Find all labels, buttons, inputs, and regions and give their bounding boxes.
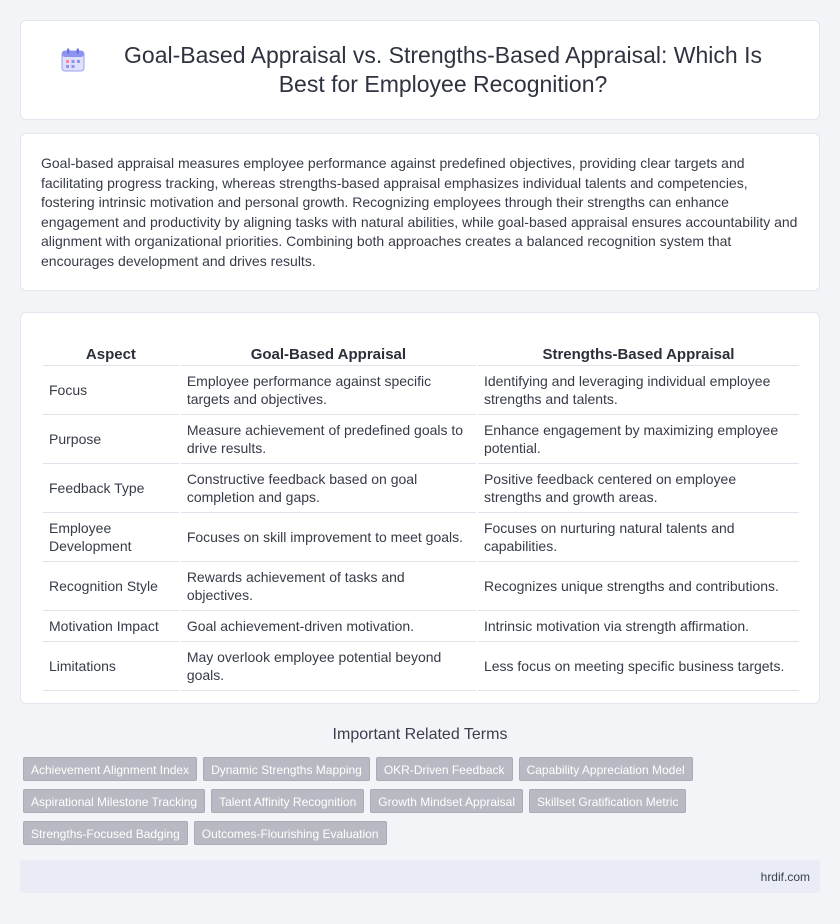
header-goal-based: Goal-Based Appraisal [181,333,476,366]
row-strengths-based: Identifying and leveraging individual employee strengths and talents. [478,366,799,415]
row-aspect: Recognition Style [43,562,179,611]
row-goal-based: Measure achievement of predefined goals to drive results. [181,415,476,464]
row-goal-based: Constructive feedback based on goal completion and gaps. [181,464,476,513]
row-goal-based: May overlook employee potential beyond goals. [181,642,476,691]
row-strengths-based: Intrinsic motivation via strength affirmation. [478,611,799,642]
row-goal-based: Rewards achievement of tasks and objectives. [181,562,476,611]
table-row [43,611,799,642]
comparison-table [41,333,801,691]
row-goal-based: Focuses on skill improvement to meet goals. [181,513,476,562]
related-term-tag[interactable]: Skillset Gratification Metric [529,789,686,813]
related-terms-list [23,757,723,845]
table-header-row [43,333,799,366]
row-aspect: Limitations [43,642,179,691]
related-term-tag[interactable]: Growth Mindset Appraisal [370,789,523,813]
page-title: Goal-Based Appraisal vs. Strengths-Based Appraisal: Which Is Best for Employee Recognition? [124,42,762,97]
header-aspect: Aspect [43,333,179,366]
header-strengths-based: Strengths-Based Appraisal [478,333,799,366]
row-strengths-based: Enhance engagement by maximizing employee potential. [478,415,799,464]
related-term-tag[interactable]: Aspirational Milestone Tracking [23,789,205,813]
title-wrap [60,41,780,99]
row-aspect: Employee Development [43,513,179,562]
related-term-tag[interactable]: Capability Appreciation Model [519,757,693,781]
footer [20,860,820,893]
row-strengths-based: Focuses on nurturing natural talents and capabilities. [478,513,799,562]
intro-card [20,133,820,291]
row-aspect: Focus [43,366,179,415]
related-term-tag[interactable]: Dynamic Strengths Mapping [203,757,370,781]
calendar-icon [60,47,86,73]
table-row [43,464,799,513]
row-strengths-based: Positive feedback centered on employee strengths and growth areas. [478,464,799,513]
row-strengths-based: Recognizes unique strengths and contributions. [478,562,799,611]
row-aspect: Motivation Impact [43,611,179,642]
row-goal-based: Goal achievement-driven motivation. [181,611,476,642]
row-strengths-based: Less focus on meeting specific business targets. [478,642,799,691]
table-row [43,366,799,415]
related-term-tag[interactable]: Talent Affinity Recognition [211,789,364,813]
table-row [43,642,799,691]
comparison-table-card [20,312,820,704]
intro-paragraph: Goal-based appraisal measures employee performance against predefined objectives, providing clear targets and facilitating progress tracking, whereas strengths-based appraisal emphasizes individual talents and competencies, fostering intrinsic motivation and personal growth. Recognizing employees through their strengths can enhance engagement and productivity by aligning tasks with natural abilities, while goal-based appraisal ensures accountability and alignment with organizational priorities. Combining both approaches creates a balanced recognition system that encourages development and drives results. [41,155,798,269]
row-aspect: Feedback Type [43,464,179,513]
footer-site-link[interactable]: hrdif.com [760,869,810,884]
table-row [43,513,799,562]
title-card [20,20,820,120]
related-term-tag[interactable]: Outcomes-Flourishing Evaluation [194,821,387,845]
related-term-tag[interactable]: Strengths-Focused Badging [23,821,188,845]
related-term-tag[interactable]: OKR-Driven Feedback [376,757,513,781]
table-row [43,562,799,611]
row-goal-based: Employee performance against specific targets and objectives. [181,366,476,415]
row-aspect: Purpose [43,415,179,464]
related-term-tag[interactable]: Achievement Alignment Index [23,757,197,781]
related-terms-title: Important Related Terms [332,726,508,743]
table-row [43,415,799,464]
